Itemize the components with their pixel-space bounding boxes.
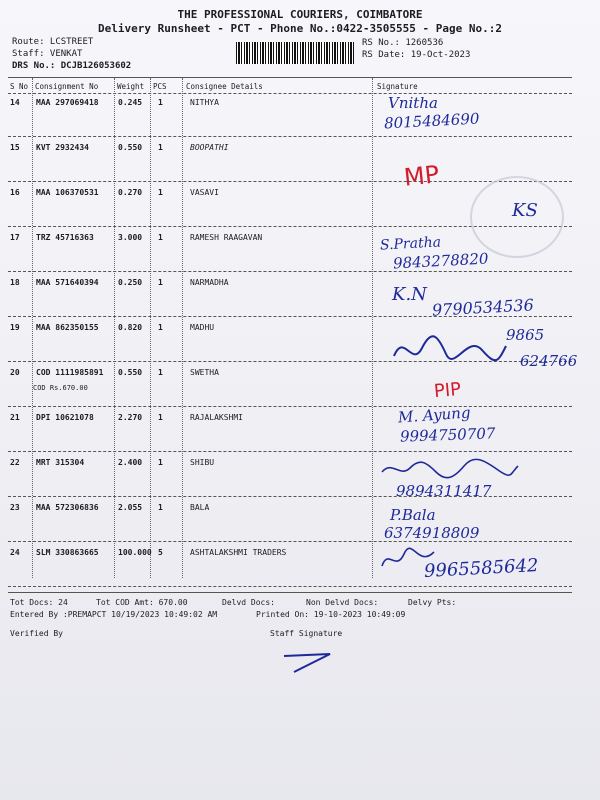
cell-sno: 16 [10, 188, 20, 197]
cell-consignee: BOOPATHI [190, 143, 229, 152]
signature-row-23-phone: 6374918809 [384, 524, 480, 542]
cell-consignee: NARMADHA [190, 278, 229, 287]
cell-pcs: 1 [158, 503, 163, 512]
cell-cod-note: COD Rs.670.00 [33, 384, 88, 392]
staff-signature-label: Staff Signature [270, 629, 343, 638]
non-delivered-docs: Non Delvd Docs: [306, 598, 379, 607]
signature-row-14-phone: 8015484690 [383, 109, 480, 133]
route-label: Route: LCSTREET [12, 37, 94, 47]
signature-row-22-scribble [380, 456, 520, 482]
signature-row-17-phone: 9843278820 [392, 249, 489, 273]
cell-pcs: 1 [158, 413, 163, 422]
rs-number: RS No.: 1260536 [362, 38, 444, 48]
col-weight: Weight [117, 82, 145, 91]
cell-consignment: MAA 571640394 [36, 278, 99, 287]
cell-pcs: 1 [158, 143, 163, 152]
signature-row-15: MP [402, 160, 441, 192]
cell-weight: 0.550 [118, 368, 143, 377]
column-divider [182, 78, 183, 578]
cell-weight: 100.000 [118, 548, 152, 557]
column-divider [150, 78, 151, 578]
cell-sno: 18 [10, 278, 20, 287]
cell-sno: 19 [10, 323, 20, 332]
runsheet-subtitle: Delivery Runsheet - PCT - Phone No.:0422-3505555 - Page No.:2 [98, 22, 502, 35]
col-consignee: Consignee Details [186, 82, 263, 91]
cell-weight: 0.245 [118, 98, 143, 107]
cell-sno: 14 [10, 98, 20, 107]
row-separator [8, 181, 572, 182]
cell-weight: 2.270 [118, 413, 143, 422]
signature-row-21-name: M. Ayung [397, 403, 472, 427]
cell-consignment: MAA 572306836 [36, 503, 99, 512]
cell-weight: 2.055 [118, 503, 143, 512]
cell-weight: 3.000 [118, 233, 143, 242]
col-signature: Signature [377, 82, 418, 91]
company-title: THE PROFESSIONAL COURIERS, COIMBATORE [177, 8, 423, 21]
signature-row-17-name: S.Pratha [379, 234, 442, 254]
signature-row-23-name: P.Bala [390, 506, 436, 524]
signature-row-19-scrawl: 9865 [506, 326, 545, 344]
cell-sno: 21 [10, 413, 20, 422]
cell-consignment: TRZ 45716363 [36, 233, 94, 242]
total-cod-amount: Tot COD Amt: 670.00 [96, 598, 188, 607]
col-pcs: PCS [153, 82, 167, 91]
cell-sno: 17 [10, 233, 20, 242]
row-separator [8, 451, 572, 452]
row-separator [8, 136, 572, 137]
cell-consignee: NITHYA [190, 98, 219, 107]
cell-sno: 15 [10, 143, 20, 152]
cell-consignment: SLM 330863665 [36, 548, 99, 557]
cell-consignment: MAA 106370531 [36, 188, 99, 197]
cell-pcs: 1 [158, 188, 163, 197]
staff-label: Staff: VENKAT [12, 49, 83, 59]
verified-by-label: Verified By [10, 629, 63, 638]
footer-rule [8, 592, 572, 593]
row-separator [8, 406, 572, 407]
cell-weight: 0.270 [118, 188, 143, 197]
row-separator [8, 586, 572, 587]
entered-by: Entered By :PREMAPCT 10/19/2023 10:49:02 AM [10, 610, 218, 619]
cell-consignee: VASAVI [190, 188, 219, 197]
signature-row-14-name: Vnitha [388, 94, 438, 112]
cell-weight: 0.250 [118, 278, 143, 287]
header-rule [8, 93, 572, 94]
cell-consignment: KVT 2932434 [36, 143, 89, 152]
cell-pcs: 1 [158, 233, 163, 242]
cell-consignment: COD 1111985891 [36, 368, 104, 377]
signature-row-16: KS [512, 200, 538, 221]
cell-consignment: MAA 297069418 [36, 98, 99, 107]
cell-sno: 24 [10, 548, 20, 557]
signature-row-18-name: K.N [392, 284, 427, 305]
staff-signature-scribble [280, 648, 340, 676]
column-divider [114, 78, 115, 578]
table-top-rule [8, 77, 572, 78]
cell-sno: 22 [10, 458, 20, 467]
signature-row-19-number: 624766 [520, 352, 578, 370]
drs-number: DRS No.: DCJB126053602 [12, 61, 132, 71]
cell-pcs: 1 [158, 323, 163, 332]
column-divider [32, 78, 33, 578]
cell-pcs: 1 [158, 98, 163, 107]
cell-consignee: SWETHA [190, 368, 219, 377]
cell-consignee: BALA [190, 503, 210, 512]
signature-row-20: PIP [433, 378, 462, 403]
cell-pcs: 1 [158, 278, 163, 287]
column-divider [372, 78, 373, 578]
cell-consignee: RAJALAKSHMI [190, 413, 243, 422]
signature-row-19-scribble [390, 328, 510, 373]
col-consignment: Consignment No [35, 82, 99, 91]
cell-pcs: 1 [158, 368, 163, 377]
cell-consignee: ASHTALAKSHMI TRADERS [190, 548, 287, 557]
col-sno: S No [10, 82, 29, 91]
delivered-docs: Delvd Docs: [222, 598, 275, 607]
cell-weight: 2.400 [118, 458, 143, 467]
cell-consignment: MRT 315304 [36, 458, 85, 467]
cell-consignee: SHIBU [190, 458, 215, 467]
cell-consignment: DPI 10621078 [36, 413, 94, 422]
row-separator [8, 541, 572, 542]
printed-on: Printed On: 19-10-2023 10:49:09 [256, 610, 406, 619]
signature-row-22-phone: 9894311417 [396, 482, 492, 500]
cell-weight: 0.820 [118, 323, 143, 332]
row-separator [8, 271, 572, 272]
cell-sno: 23 [10, 503, 20, 512]
cell-pcs: 5 [158, 548, 163, 557]
cell-sno: 20 [10, 368, 20, 377]
signature-row-24-phone: 9965585642 [423, 555, 540, 582]
cell-consignment: MAA 862350155 [36, 323, 99, 332]
delivery-points: Delvy Pts: [408, 598, 457, 607]
cell-pcs: 1 [158, 458, 163, 467]
cell-consignee: MADHU [190, 323, 215, 332]
signature-row-21-phone: 9994750707 [399, 424, 496, 446]
rs-date: RS Date: 19-Oct-2023 [362, 50, 471, 60]
barcode [236, 42, 354, 64]
cell-weight: 0.550 [118, 143, 143, 152]
signature-row-18-phone: 9790534536 [431, 295, 535, 320]
cell-consignee: RAMESH RAAGAVAN [190, 233, 263, 242]
total-docs: Tot Docs: 24 [10, 598, 68, 607]
